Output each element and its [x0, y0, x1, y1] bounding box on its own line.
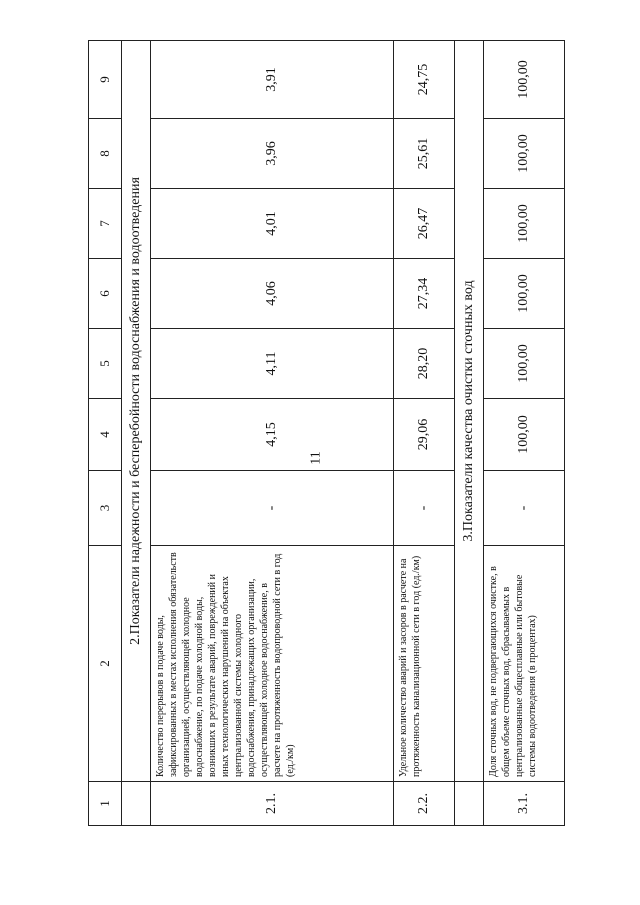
value-cell: 24,75: [394, 41, 455, 119]
row-number: 3.1.: [484, 782, 565, 826]
row-description: Количество перерывов в подаче воды, зафиксированных в местах исполнения обязательств организацией, осуществляющей холодное водоснабжение, по подаче холодной воды, возникших в результате аварий, повреждений и иных технологических нарушений на объектах централизованной системы холодного водоснабжения, принадлежащих организации, осуществляющей холодное водоснабжение, в расчете на протяженность водопроводной сети в год (ед./км): [151, 546, 394, 782]
column-header: 4: [89, 399, 122, 471]
table-row: [151, 41, 394, 826]
column-header: 5: [89, 329, 122, 399]
value-cell: 28,20: [394, 329, 455, 399]
base-value: -: [484, 471, 565, 546]
base-value: -: [394, 471, 455, 546]
value-cell: 100,00: [484, 329, 565, 399]
value-cell: 3,91: [151, 41, 394, 119]
row-number: 2.1.: [151, 782, 394, 826]
base-value: -: [151, 471, 394, 546]
row-description: Удельное количество аварий и засоров в расчете на протяженность канализационной сети в год (ед./км): [394, 546, 455, 782]
rotated-table-wrapper: [88, 41, 538, 826]
value-cell: 26,47: [394, 189, 455, 259]
value-cell: 27,34: [394, 259, 455, 329]
section-empty-cell: [122, 782, 151, 826]
row-number: 2.2.: [394, 782, 455, 826]
value-cell: 100,00: [484, 119, 565, 189]
section-row: [122, 41, 151, 826]
section-title: 2.Показатели надежности и бесперебойности водоснабжения и водоотведения: [122, 41, 151, 782]
value-cell: 100,00: [484, 259, 565, 329]
page-number: 11: [308, 451, 324, 465]
indicators-table: [88, 40, 565, 826]
column-header: 1: [89, 782, 122, 826]
column-header: 8: [89, 119, 122, 189]
section-empty-cell: [455, 782, 484, 826]
column-header: 7: [89, 189, 122, 259]
column-header: 6: [89, 259, 122, 329]
value-cell: 4,15: [151, 399, 394, 471]
value-cell: 4,01: [151, 189, 394, 259]
table-row: [484, 41, 565, 826]
value-cell: 100,00: [484, 189, 565, 259]
value-cell: 3,96: [151, 119, 394, 189]
column-header: 9: [89, 41, 122, 119]
row-description: Доля сточных вод, не подвергающихся очистке, в общем объеме сточных вод, сбрасываемых в централизованные общесплавные или бытовые системы водоотведения (в процентах): [484, 546, 565, 782]
column-header: 3: [89, 471, 122, 546]
value-cell: 29,06: [394, 399, 455, 471]
value-cell: 4,06: [151, 259, 394, 329]
column-number-row: [89, 41, 122, 826]
value-cell: 4,11: [151, 329, 394, 399]
value-cell: 25,61: [394, 119, 455, 189]
section-title: 3.Показатели качества очистки сточных вод: [455, 41, 484, 782]
value-cell: 100,00: [484, 41, 565, 119]
table-row: [394, 41, 455, 826]
column-header: 2: [89, 546, 122, 782]
value-cell: 100,00: [484, 399, 565, 471]
section-row: [455, 41, 484, 826]
